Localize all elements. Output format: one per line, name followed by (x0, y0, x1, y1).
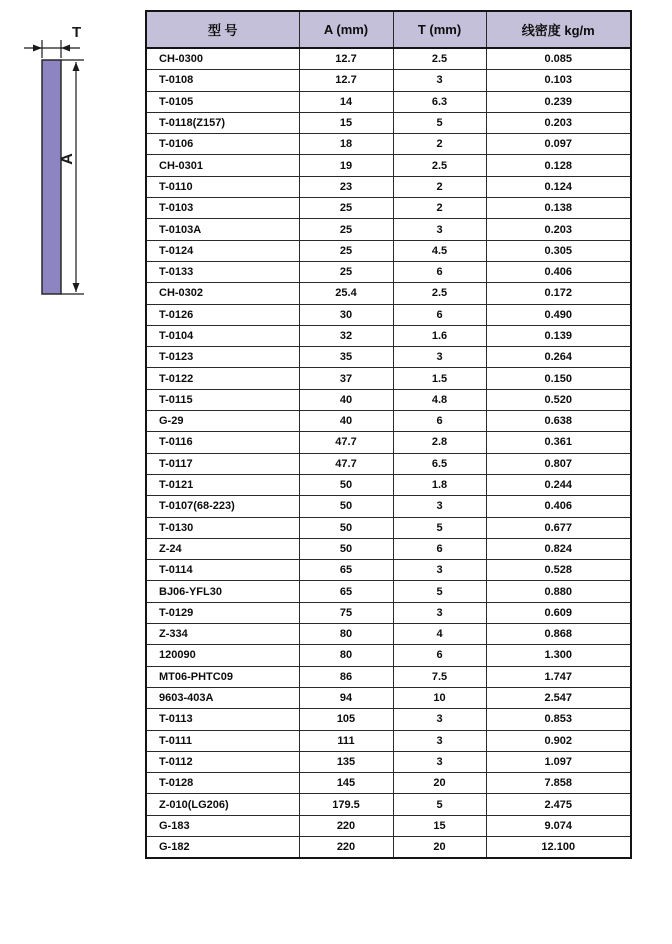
cell-linear-density: 0.085 (486, 48, 631, 70)
cell-a-mm: 15 (299, 112, 393, 133)
cell-t-mm: 6.3 (393, 91, 486, 112)
cell-a-mm: 111 (299, 730, 393, 751)
table-row (146, 751, 631, 772)
cell-t-mm: 4.5 (393, 240, 486, 261)
cell-model: T-0130 (146, 517, 299, 538)
cell-linear-density: 1.300 (486, 645, 631, 666)
cell-a-mm: 179.5 (299, 794, 393, 815)
table-row (146, 581, 631, 602)
table-row (146, 602, 631, 623)
table-row (146, 389, 631, 410)
cell-linear-density: 0.902 (486, 730, 631, 751)
cell-t-mm: 5 (393, 112, 486, 133)
cell-a-mm: 65 (299, 581, 393, 602)
cell-linear-density: 0.150 (486, 368, 631, 389)
table-row (146, 176, 631, 197)
cell-linear-density: 9.074 (486, 815, 631, 836)
cell-t-mm: 3 (393, 347, 486, 368)
header-a-mm: A (mm) (299, 11, 393, 48)
cell-t-mm: 6 (393, 645, 486, 666)
cell-a-mm: 105 (299, 709, 393, 730)
cell-a-mm: 40 (299, 389, 393, 410)
header-model: 型 号 (146, 11, 299, 48)
table-row (146, 624, 631, 645)
cell-t-mm: 6 (393, 304, 486, 325)
cell-a-mm: 50 (299, 538, 393, 559)
cell-model: Z-010(LG206) (146, 794, 299, 815)
cell-a-mm: 37 (299, 368, 393, 389)
cell-a-mm: 30 (299, 304, 393, 325)
cell-t-mm: 4 (393, 624, 486, 645)
cell-a-mm: 25 (299, 261, 393, 282)
cell-model: G-29 (146, 411, 299, 432)
cell-linear-density: 0.103 (486, 70, 631, 91)
table-row (146, 411, 631, 432)
dimension-a-label: A (58, 153, 76, 165)
cell-a-mm: 25 (299, 219, 393, 240)
cell-model: BJ06-YFL30 (146, 581, 299, 602)
cell-linear-density: 0.853 (486, 709, 631, 730)
cell-a-mm: 12.7 (299, 48, 393, 70)
cell-a-mm: 47.7 (299, 432, 393, 453)
cell-linear-density: 0.172 (486, 283, 631, 304)
table-row (146, 432, 631, 453)
cell-linear-density: 0.138 (486, 198, 631, 219)
cell-t-mm: 2.5 (393, 48, 486, 70)
cell-model: T-0110 (146, 176, 299, 197)
cell-t-mm: 6 (393, 538, 486, 559)
table-row (146, 347, 631, 368)
cell-a-mm: 12.7 (299, 70, 393, 91)
cell-linear-density: 0.638 (486, 411, 631, 432)
cell-linear-density: 7.858 (486, 773, 631, 794)
cell-a-mm: 145 (299, 773, 393, 794)
cell-t-mm: 2.5 (393, 155, 486, 176)
cell-linear-density: 0.406 (486, 261, 631, 282)
cell-a-mm: 25 (299, 198, 393, 219)
table-row (146, 240, 631, 261)
cell-t-mm: 2.5 (393, 283, 486, 304)
cell-model: T-0112 (146, 751, 299, 772)
cell-linear-density: 0.824 (486, 538, 631, 559)
cell-model: Z-24 (146, 538, 299, 559)
cell-a-mm: 135 (299, 751, 393, 772)
header-t-mm: T (mm) (393, 11, 486, 48)
cell-a-mm: 220 (299, 815, 393, 836)
cell-a-mm: 80 (299, 645, 393, 666)
cell-linear-density: 0.528 (486, 560, 631, 581)
cell-t-mm: 2 (393, 134, 486, 155)
cell-model: CH-0300 (146, 48, 299, 70)
cell-model: T-0123 (146, 347, 299, 368)
cell-model: T-0126 (146, 304, 299, 325)
cell-a-mm: 25 (299, 240, 393, 261)
cell-linear-density: 0.361 (486, 432, 631, 453)
cell-model: T-0133 (146, 261, 299, 282)
cell-t-mm: 3 (393, 70, 486, 91)
cell-t-mm: 6 (393, 261, 486, 282)
table-row (146, 474, 631, 495)
cell-t-mm: 2 (393, 198, 486, 219)
cell-a-mm: 75 (299, 602, 393, 623)
table-row (146, 48, 631, 70)
cell-linear-density: 0.880 (486, 581, 631, 602)
cell-linear-density: 0.677 (486, 517, 631, 538)
table-row (146, 517, 631, 538)
cell-linear-density: 12.100 (486, 836, 631, 858)
cell-linear-density: 1.747 (486, 666, 631, 687)
cell-model: MT06-PHTC09 (146, 666, 299, 687)
cell-a-mm: 40 (299, 411, 393, 432)
cell-t-mm: 3 (393, 496, 486, 517)
cell-a-mm: 65 (299, 560, 393, 581)
cell-linear-density: 2.475 (486, 794, 631, 815)
cell-model: T-0124 (146, 240, 299, 261)
cell-t-mm: 5 (393, 794, 486, 815)
flat-bar-diagram (12, 22, 122, 302)
table-row (146, 815, 631, 836)
cell-linear-density: 0.520 (486, 389, 631, 410)
cell-model: T-0117 (146, 453, 299, 474)
table-row (146, 453, 631, 474)
cell-linear-density: 1.097 (486, 751, 631, 772)
cell-a-mm: 35 (299, 347, 393, 368)
table-row (146, 687, 631, 708)
table-row (146, 134, 631, 155)
cell-a-mm: 220 (299, 836, 393, 858)
cell-t-mm: 2 (393, 176, 486, 197)
cell-t-mm: 3 (393, 219, 486, 240)
cell-t-mm: 3 (393, 602, 486, 623)
table-row (146, 91, 631, 112)
cell-t-mm: 5 (393, 517, 486, 538)
cell-t-mm: 6.5 (393, 453, 486, 474)
cell-linear-density: 0.490 (486, 304, 631, 325)
cell-model: T-0122 (146, 368, 299, 389)
table-row (146, 219, 631, 240)
table-row (146, 666, 631, 687)
cell-t-mm: 20 (393, 773, 486, 794)
cell-a-mm: 25.4 (299, 283, 393, 304)
cell-model: T-0103A (146, 219, 299, 240)
table-row (146, 730, 631, 751)
cell-linear-density: 0.128 (486, 155, 631, 176)
cell-model: T-0104 (146, 325, 299, 346)
cell-t-mm: 3 (393, 751, 486, 772)
cell-a-mm: 47.7 (299, 453, 393, 474)
cell-linear-density: 0.097 (486, 134, 631, 155)
table-row (146, 155, 631, 176)
cell-model: 9603-403A (146, 687, 299, 708)
cell-model: T-0115 (146, 389, 299, 410)
table-row (146, 794, 631, 815)
header-linear-density: 线密度 kg/m (486, 11, 631, 48)
table-row (146, 496, 631, 517)
cell-model: T-0103 (146, 198, 299, 219)
cell-model: T-0111 (146, 730, 299, 751)
cell-t-mm: 2.8 (393, 432, 486, 453)
table-row (146, 773, 631, 794)
table-row (146, 112, 631, 133)
cell-model: T-0105 (146, 91, 299, 112)
cell-linear-density: 0.406 (486, 496, 631, 517)
cell-t-mm: 20 (393, 836, 486, 858)
cell-linear-density: 0.609 (486, 602, 631, 623)
cell-linear-density: 0.868 (486, 624, 631, 645)
cell-linear-density: 2.547 (486, 687, 631, 708)
cell-model: G-183 (146, 815, 299, 836)
cell-t-mm: 15 (393, 815, 486, 836)
spec-table (145, 10, 632, 859)
dimension-t-label: T (72, 24, 82, 41)
table-row (146, 368, 631, 389)
cell-t-mm: 3 (393, 730, 486, 751)
cell-model: T-0121 (146, 474, 299, 495)
table-row (146, 645, 631, 666)
cell-model: T-0118(Z157) (146, 112, 299, 133)
dimension-t (24, 40, 80, 58)
table-row (146, 325, 631, 346)
table-row (146, 836, 631, 858)
dimension-a (58, 60, 84, 294)
cell-linear-density: 0.244 (486, 474, 631, 495)
cell-model: T-0107(68-223) (146, 496, 299, 517)
cell-model: T-0106 (146, 134, 299, 155)
table-row (146, 261, 631, 282)
cell-a-mm: 14 (299, 91, 393, 112)
cell-model: CH-0301 (146, 155, 299, 176)
cell-a-mm: 23 (299, 176, 393, 197)
cell-a-mm: 50 (299, 496, 393, 517)
table-row (146, 70, 631, 91)
cell-t-mm: 6 (393, 411, 486, 432)
cell-linear-density: 0.305 (486, 240, 631, 261)
table-row (146, 538, 631, 559)
cell-t-mm: 1.5 (393, 368, 486, 389)
cell-linear-density: 0.203 (486, 112, 631, 133)
cell-model: 120090 (146, 645, 299, 666)
table-body (146, 48, 631, 858)
cell-a-mm: 86 (299, 666, 393, 687)
cell-linear-density: 0.239 (486, 91, 631, 112)
cell-t-mm: 1.6 (393, 325, 486, 346)
table-row (146, 304, 631, 325)
flat-bar-shape (42, 60, 61, 294)
cell-model: T-0113 (146, 709, 299, 730)
cell-linear-density: 0.124 (486, 176, 631, 197)
cell-a-mm: 32 (299, 325, 393, 346)
table-row (146, 283, 631, 304)
cell-t-mm: 10 (393, 687, 486, 708)
table-row (146, 198, 631, 219)
header-row (146, 11, 631, 48)
cell-a-mm: 80 (299, 624, 393, 645)
spec-table-container (145, 10, 630, 859)
cell-model: T-0129 (146, 602, 299, 623)
cell-linear-density: 0.139 (486, 325, 631, 346)
cell-a-mm: 19 (299, 155, 393, 176)
cell-t-mm: 5 (393, 581, 486, 602)
cell-a-mm: 50 (299, 517, 393, 538)
cell-linear-density: 0.203 (486, 219, 631, 240)
cell-a-mm: 18 (299, 134, 393, 155)
cell-model: T-0108 (146, 70, 299, 91)
cell-model: T-0116 (146, 432, 299, 453)
cell-model: T-0114 (146, 560, 299, 581)
cell-t-mm: 3 (393, 709, 486, 730)
table-row (146, 560, 631, 581)
cell-model: Z-334 (146, 624, 299, 645)
cell-linear-density: 0.264 (486, 347, 631, 368)
table-row (146, 709, 631, 730)
cell-linear-density: 0.807 (486, 453, 631, 474)
cell-model: G-182 (146, 836, 299, 858)
cell-model: T-0128 (146, 773, 299, 794)
cell-a-mm: 50 (299, 474, 393, 495)
cell-t-mm: 3 (393, 560, 486, 581)
cell-t-mm: 7.5 (393, 666, 486, 687)
cell-model: CH-0302 (146, 283, 299, 304)
cell-a-mm: 94 (299, 687, 393, 708)
cell-t-mm: 4.8 (393, 389, 486, 410)
cell-t-mm: 1.8 (393, 474, 486, 495)
